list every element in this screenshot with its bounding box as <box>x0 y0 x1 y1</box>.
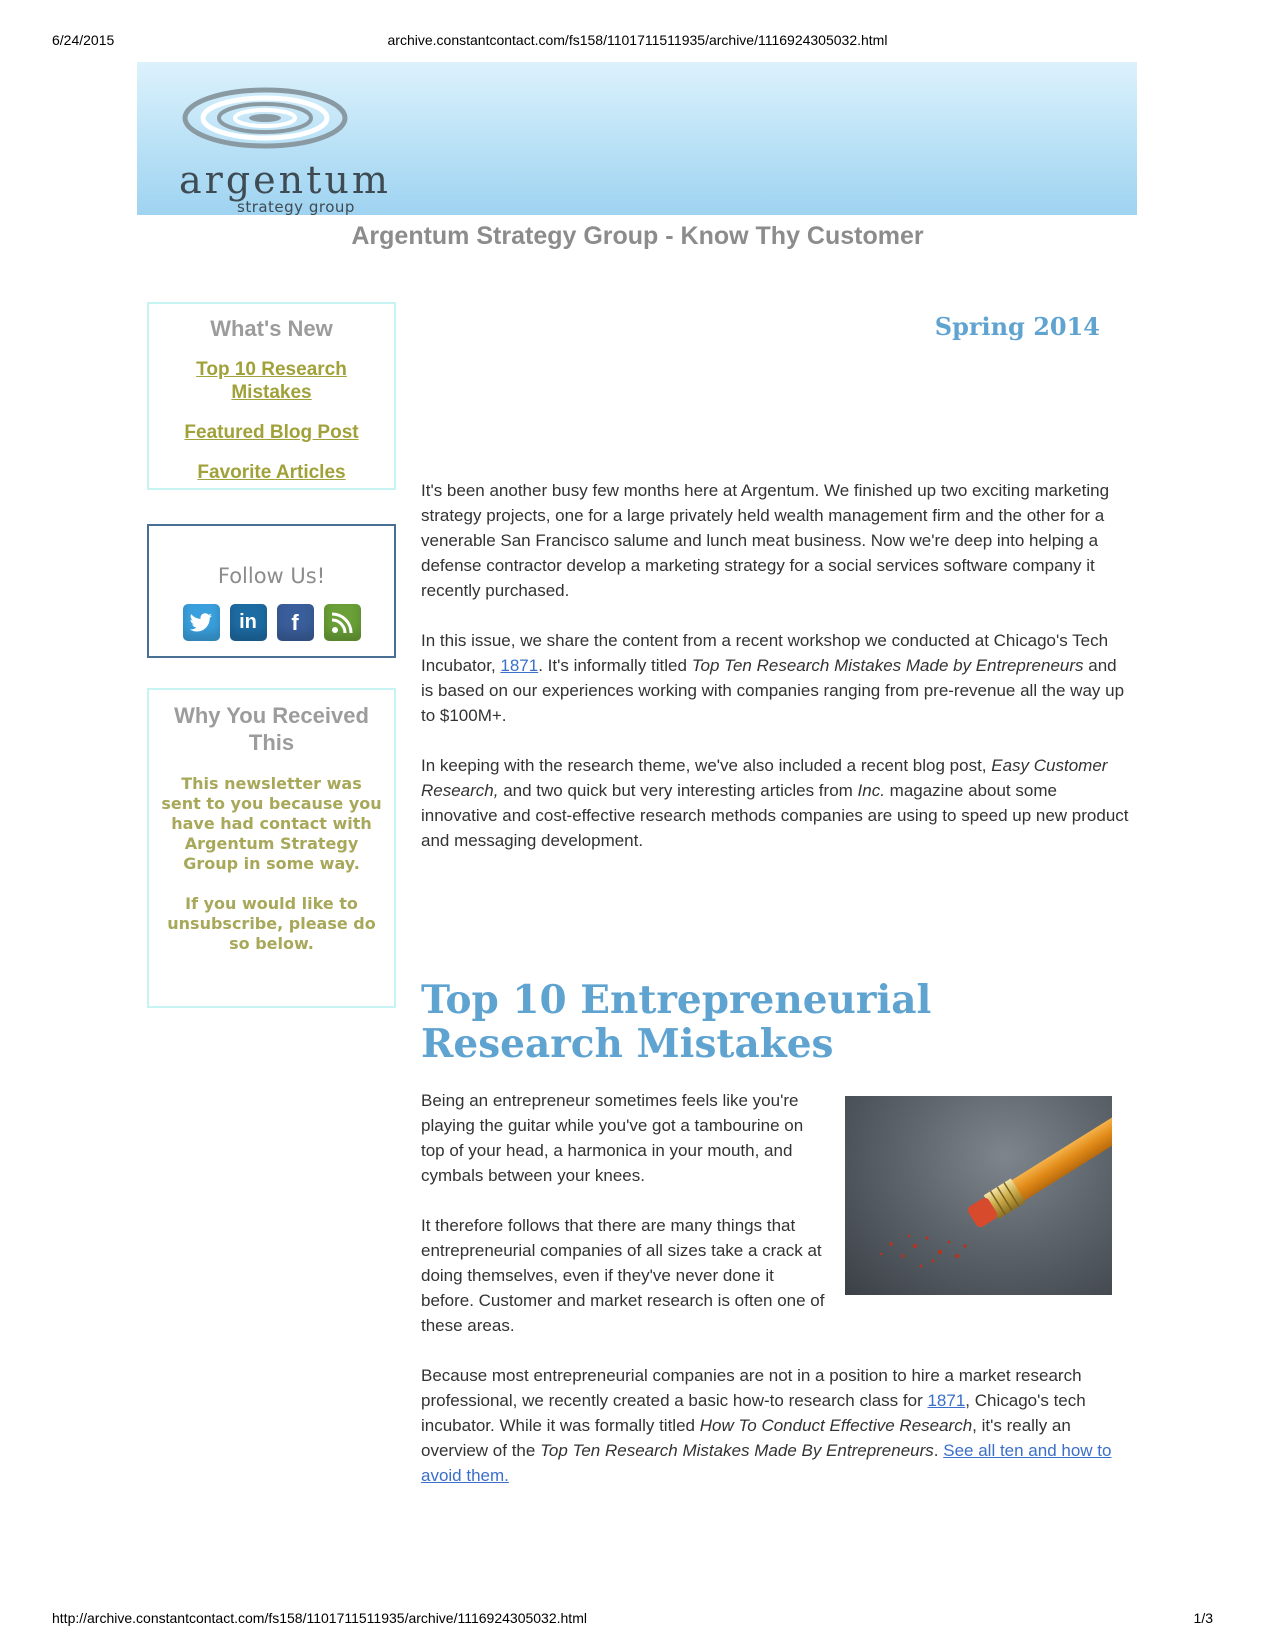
linkedin-icon[interactable]: in <box>230 604 267 641</box>
nav-link-featured-blog-post[interactable]: Featured Blog Post <box>184 422 359 443</box>
text-span: . It's informally titled <box>538 656 692 675</box>
link-1871[interactable]: 1871 <box>927 1391 966 1410</box>
why-received-heading: Why You Received This <box>174 703 369 755</box>
article-paragraph-3 <box>421 1363 1131 1488</box>
blogger-icon[interactable] <box>324 604 361 641</box>
argentum-logo <box>157 84 397 216</box>
magazine-name: Inc. <box>857 781 885 800</box>
newsletter-title: Argentum Strategy Group - Know Thy Customer <box>351 222 924 250</box>
intro-paragraph-1: It's been another busy few months here at Argentum. We finished up two exciting marketing strategy projects, one for a large privately held wealth management firm and the other for a venerable San Francisco salume and lunch meat business. Now we're deep into helping a defense contractor develop a marketing strategy for a social services software company it recently purchased. <box>421 481 1110 600</box>
logo-wordmark: argentum <box>179 158 391 202</box>
text-span: magazine about some innovative and cost-effective research methods companies are using to speed up new product and messaging development. <box>421 781 1129 850</box>
class-title: How To Conduct Effective Research <box>699 1416 973 1435</box>
print-url: archive.constantcontact.com/fs158/1101711511935/archive/1116924305032.html <box>387 32 888 48</box>
text-span: Because most entrepreneurial companies are not in a position to hire a market research professional, we recently created a basic how-to research class for <box>421 1366 1082 1410</box>
article-paragraph-1: Being an entrepreneur sometimes feels like you're playing the guitar while you've got a tambourine on top of your head, a harmonica in your mouth, and cymbals between your knees. <box>421 1091 804 1185</box>
issue-season: Spring 2014 <box>934 312 1100 341</box>
intro-paragraph-3 <box>421 753 1131 853</box>
why-received-text: This newsletter was sent to you because you have had contact with Argentum Strategy Group in some way. <box>161 774 382 873</box>
pencil-illustration <box>845 1096 1112 1295</box>
whats-new-heading: What's New <box>210 316 333 341</box>
nav-link-top-10-mistakes[interactable]: Top 10 Research Mistakes <box>196 359 347 403</box>
article-paragraph-2: It therefore follows that there are many things that entrepreneurial companies of all sizes take a crack at doing themselves, even if they've never done it before. Customer and market research is often one of these areas. <box>421 1216 825 1335</box>
text-span: In this issue, we share the content from a recent workshop we conducted at Chicago's Tech Incubator, <box>421 631 1109 675</box>
nav-link-favorite-articles[interactable]: Favorite Articles <box>197 462 346 483</box>
whats-new-box <box>147 302 396 490</box>
text-span: In keeping with the research theme, we've also included a recent blog post, <box>421 756 992 775</box>
text-span: and is based on our experiences working with companies ranging from pre-revenue all the way up to $100M+. <box>421 656 1125 725</box>
print-date: 6/24/2015 <box>52 32 115 48</box>
text-span: . <box>933 1441 944 1460</box>
mistakes-title: Top Ten Research Mistakes Made By Entrepreneurs <box>540 1441 934 1460</box>
see-all-ten-link[interactable]: See all ten and how to avoid them. <box>421 1441 1112 1485</box>
page-number: 1/3 <box>1193 1610 1213 1626</box>
follow-us-heading: Follow Us! <box>217 564 326 588</box>
workshop-title: Top Ten Research Mistakes Made by Entrepreneurs <box>691 656 1084 675</box>
print-footer-url: http://archive.constantcontact.com/fs158/1101711511935/archive/1116924305032.html <box>52 1610 587 1626</box>
social-icons <box>149 604 394 641</box>
text-span: , it's really an overview of the <box>421 1416 1071 1460</box>
link-1871[interactable]: 1871 <box>500 656 539 675</box>
intro-paragraph-2 <box>421 628 1131 728</box>
text-span: , Chicago's tech incubator. While it was formally titled <box>421 1391 1086 1435</box>
blog-post-title: Easy Customer Research, <box>421 756 1108 800</box>
twitter-icon[interactable] <box>183 604 220 641</box>
header-banner <box>137 62 1137 215</box>
why-received-box <box>147 688 396 1008</box>
pencil-eraser-image <box>845 1096 1112 1295</box>
facebook-icon[interactable]: f <box>277 604 314 641</box>
ripple-logo-icon <box>177 84 357 154</box>
text-span: and two quick but very interesting articles from <box>498 781 858 800</box>
follow-us-box <box>147 524 396 658</box>
unsubscribe-note: If you would like to unsubscribe, please do so below. <box>167 894 376 953</box>
article-title: Top 10 Entrepreneurial Research Mistakes <box>421 977 932 1067</box>
logo-tagline: strategy group <box>237 198 355 216</box>
